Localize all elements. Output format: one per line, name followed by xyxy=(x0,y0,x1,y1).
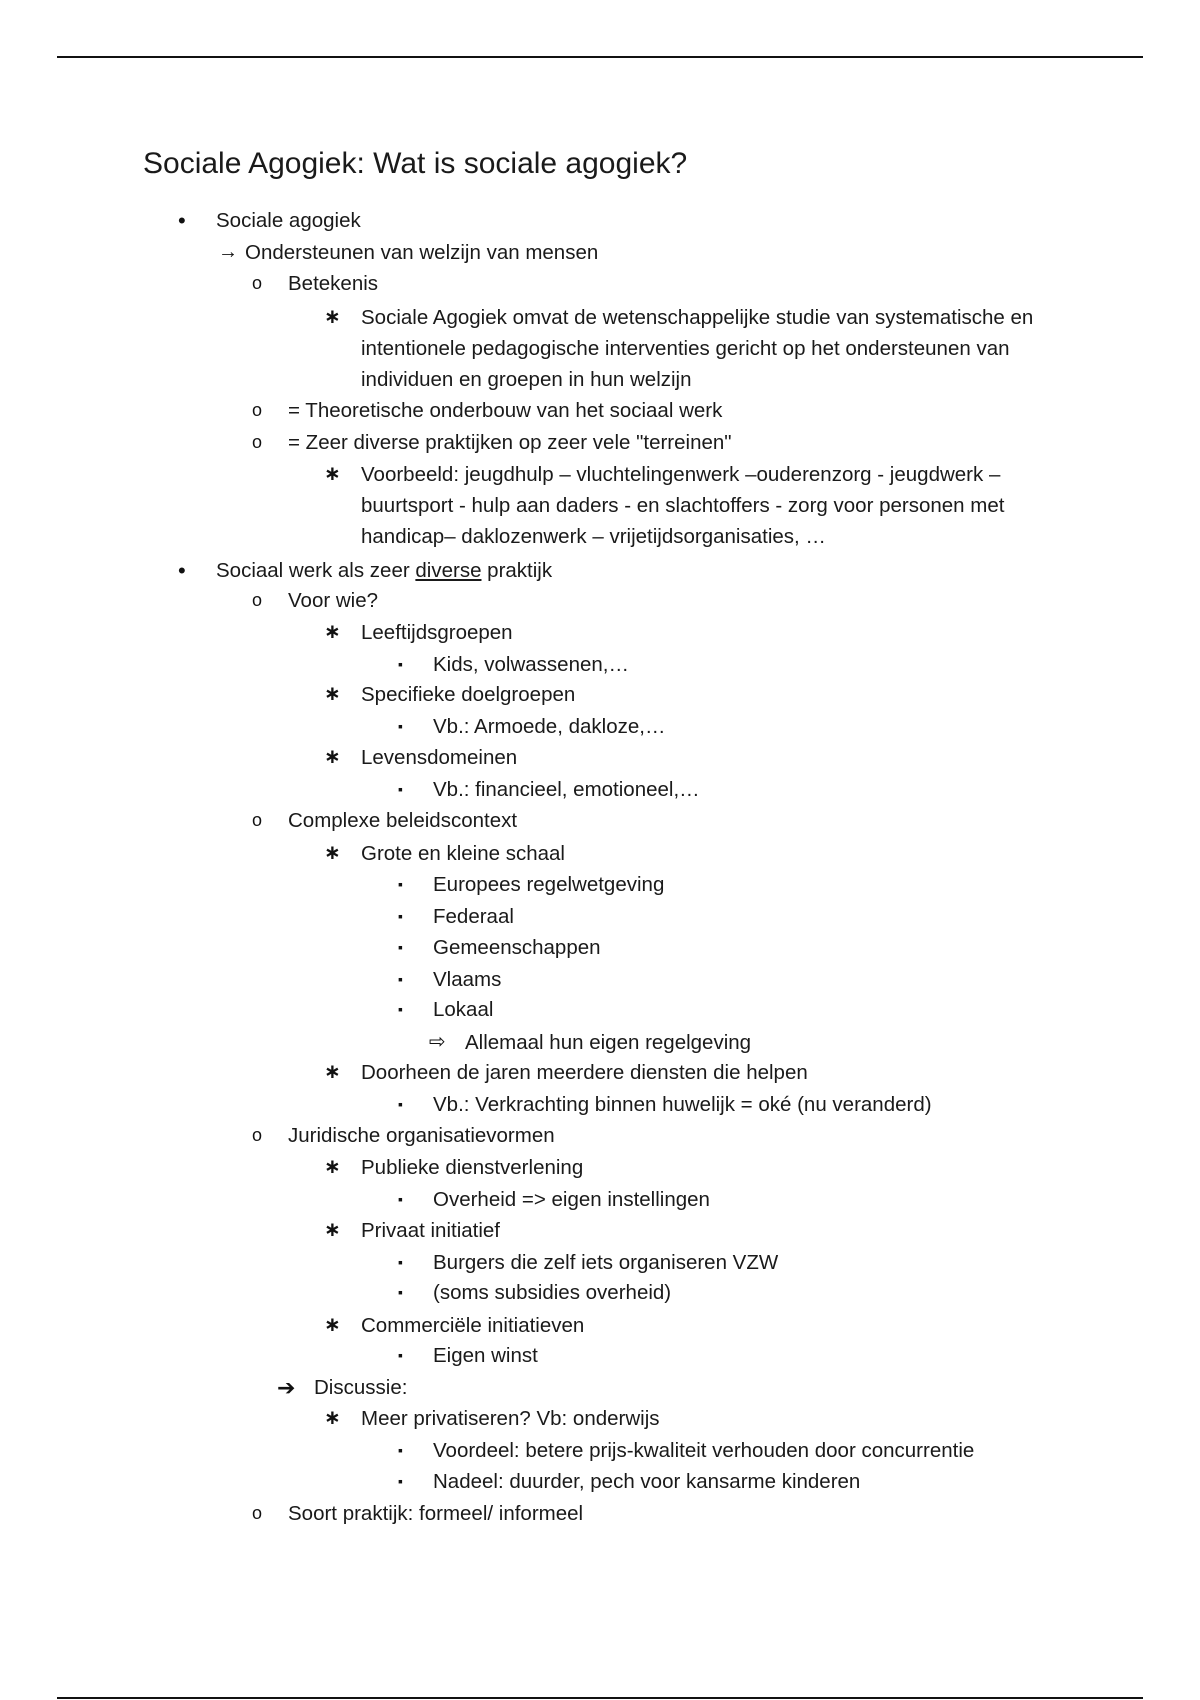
bullet-square-icon: ▪ xyxy=(398,908,403,924)
list-item-label: Nadeel: duurder, pech voor kansarme kinderen xyxy=(433,1470,861,1493)
list-item-burgers xyxy=(398,1247,779,1278)
list-item-label: Publieke dienstverlening xyxy=(361,1156,584,1179)
list-item-complexe xyxy=(252,805,518,836)
bullet-star-icon: ∗ xyxy=(324,683,341,705)
list-item-label: Leeftijdsgroepen xyxy=(361,621,513,644)
list-item-europees xyxy=(398,869,665,900)
bullet-star-icon: ∗ xyxy=(324,1219,341,1241)
list-item-label: Eigen winst xyxy=(433,1344,538,1367)
bullet-square-icon: ▪ xyxy=(398,939,403,955)
bullet-disc-icon: • xyxy=(178,558,186,583)
header-rule xyxy=(57,56,1143,58)
list-item-verkrachting xyxy=(398,1089,932,1120)
list-item-voorbeeld xyxy=(324,459,1091,552)
bullet-circle-icon: o xyxy=(252,590,263,610)
list-item-label: Vlaams xyxy=(433,968,502,991)
bullet-square-icon: ▪ xyxy=(398,1254,403,1270)
list-item-federaal xyxy=(398,901,514,932)
list-item-sociale-agogiek xyxy=(178,205,361,236)
list-item-publieke xyxy=(324,1152,584,1183)
list-item-betekenis xyxy=(252,268,379,299)
list-item-grote-kleine xyxy=(324,838,565,869)
list-item-label: (soms subsidies overheid) xyxy=(433,1281,672,1304)
list-item-label-pre: Sociaal werk als zeer xyxy=(216,559,416,582)
list-item-label: Overheid => eigen instellingen xyxy=(433,1188,710,1211)
list-item-leeftijdsgroepen xyxy=(324,617,513,648)
hollow-arrow-right-icon: ⇨ xyxy=(429,1031,446,1053)
list-item-overheid xyxy=(398,1184,710,1215)
list-item-soort xyxy=(252,1498,584,1529)
list-item-gemeenschappen xyxy=(398,932,601,963)
list-item-subsidies xyxy=(398,1277,672,1308)
list-item-juridische xyxy=(252,1120,555,1151)
list-item-label: Voor wie? xyxy=(288,589,379,612)
list-item-label: Doorheen de jaren meerdere diensten die helpen xyxy=(361,1061,808,1084)
bullet-circle-icon: o xyxy=(252,273,263,293)
list-item-label: Voorbeeld: jeugdhulp – vluchtelingenwerk –ouderenzorg - jeugdwerk – buurtsport - hulp aan daders - en slachtoffers - zorg voor personen met handicap– daklozenwerk – vrijetijdsorganisaties, … xyxy=(361,463,1005,548)
list-item-commerciele xyxy=(324,1310,585,1341)
list-item-label: Ondersteunen van welzijn van mensen xyxy=(245,241,599,264)
page-title: Sociale Agogiek: Wat is sociale agogiek? xyxy=(143,147,688,180)
list-item-label: Complexe beleidscontext xyxy=(288,809,518,832)
list-item-financieel xyxy=(398,774,700,805)
bullet-circle-icon: o xyxy=(252,400,263,420)
list-item-label: Meer privatiseren? Vb: onderwijs xyxy=(361,1407,660,1430)
list-item-eigen-winst xyxy=(398,1340,538,1371)
bullet-square-icon: ▪ xyxy=(398,1347,403,1363)
list-item-label: Sociale agogiek xyxy=(216,209,361,232)
list-item-label: Vb.: Verkrachting binnen huwelijk = oké (nu veranderd) xyxy=(433,1093,932,1116)
bullet-square-icon: ▪ xyxy=(398,1442,403,1458)
list-item-label: Betekenis xyxy=(288,272,379,295)
list-item-label: Kids, volwassenen,… xyxy=(433,653,629,676)
bullet-square-icon: ▪ xyxy=(398,971,403,987)
bold-arrow-right-icon: ➔ xyxy=(277,1375,296,1400)
list-item-voor-wie xyxy=(252,585,379,616)
list-item-label: Juridische organisatievormen xyxy=(288,1124,555,1147)
list-item-label: Gemeenschappen xyxy=(433,936,601,959)
bullet-square-icon: ▪ xyxy=(398,781,403,797)
bullet-star-icon: ∗ xyxy=(324,842,341,864)
list-item-label: Commerciële initiatieven xyxy=(361,1314,585,1337)
list-item-label: = Zeer diverse praktijken op zeer vele "terreinen" xyxy=(288,431,732,454)
list-item-label: Soort praktijk: formeel/ informeel xyxy=(288,1502,584,1525)
list-item-label: Federaal xyxy=(433,905,514,928)
bullet-square-icon: ▪ xyxy=(398,876,403,892)
list-item-label: Burgers die zelf iets organiseren VZW xyxy=(433,1251,779,1274)
list-item-discussie xyxy=(277,1372,408,1403)
bullet-star-icon: ∗ xyxy=(324,306,341,328)
list-item-armoede xyxy=(398,711,666,742)
list-item-label: Europees regelwetgeving xyxy=(433,873,665,896)
list-item-specifieke xyxy=(324,679,576,710)
bullet-square-icon: ▪ xyxy=(398,656,403,672)
bullet-circle-icon: o xyxy=(252,1503,263,1523)
list-item-theoretische xyxy=(252,395,723,426)
bullet-circle-icon: o xyxy=(252,1125,263,1145)
bullet-square-icon: ▪ xyxy=(398,1096,403,1112)
bullet-star-icon: ∗ xyxy=(324,1314,341,1336)
list-item-diverse-praktijken xyxy=(252,427,732,458)
list-item-label-post: praktijk xyxy=(481,559,553,582)
bullet-star-icon: ∗ xyxy=(324,621,341,643)
bullet-square-icon: ▪ xyxy=(398,1473,403,1489)
bullet-disc-icon: • xyxy=(178,208,186,233)
bullet-star-icon: ∗ xyxy=(324,1407,341,1429)
bullet-star-icon: ∗ xyxy=(324,1156,341,1178)
arrow-right-icon: → xyxy=(218,241,238,263)
bullet-square-icon: ▪ xyxy=(398,1001,403,1017)
list-item-label: Allemaal hun eigen regelgeving xyxy=(465,1031,752,1054)
list-item-vlaams xyxy=(398,964,502,995)
list-item-kids xyxy=(398,649,629,680)
bullet-square-icon: ▪ xyxy=(398,718,403,734)
list-item-label: Sociale Agogiek omvat de wetenschappelijke studie van systematische en intentionele pedagogische interventies gericht op het ondersteunen van individuen en groepen in hun welzijn xyxy=(361,306,1034,391)
list-item-privaat xyxy=(324,1215,501,1246)
list-item-definitie xyxy=(324,302,1091,395)
list-item-label: = Theoretische onderbouw van het sociaal werk xyxy=(288,399,723,422)
list-item-voordeel xyxy=(398,1435,975,1466)
underlined-word: diverse xyxy=(415,559,482,582)
list-item-nadeel xyxy=(398,1466,861,1497)
bullet-star-icon: ∗ xyxy=(324,1061,341,1083)
list-item-lokaal xyxy=(398,994,494,1025)
bullet-circle-icon: o xyxy=(252,810,263,830)
list-item-ondersteunen xyxy=(218,237,599,268)
list-item-allemaal xyxy=(429,1027,752,1058)
list-item-label: Lokaal xyxy=(433,998,494,1021)
bullet-circle-icon: o xyxy=(252,432,263,452)
list-item-label: Voordeel: betere prijs-kwaliteit verhouden door concurrentie xyxy=(433,1439,975,1462)
list-item-label: Vb.: financieel, emotioneel,… xyxy=(433,778,700,801)
list-item-sociaal-werk xyxy=(178,555,553,586)
bullet-square-icon: ▪ xyxy=(398,1284,403,1300)
bullet-square-icon: ▪ xyxy=(398,1191,403,1207)
list-item-label: Discussie: xyxy=(314,1376,408,1399)
footer-rule xyxy=(57,1697,1143,1699)
list-item-label: Vb.: Armoede, dakloze,… xyxy=(433,715,666,738)
list-item-privatiseren xyxy=(324,1403,660,1434)
list-item-label: Privaat initiatief xyxy=(361,1219,501,1242)
bullet-star-icon: ∗ xyxy=(324,463,341,485)
list-item-levensdomeinen xyxy=(324,742,518,773)
list-item-doorheen xyxy=(324,1057,808,1088)
bullet-star-icon: ∗ xyxy=(324,746,341,768)
list-item-label: Specifieke doelgroepen xyxy=(361,683,576,706)
list-item-label: Grote en kleine schaal xyxy=(361,842,565,865)
list-item-label: Levensdomeinen xyxy=(361,746,518,769)
